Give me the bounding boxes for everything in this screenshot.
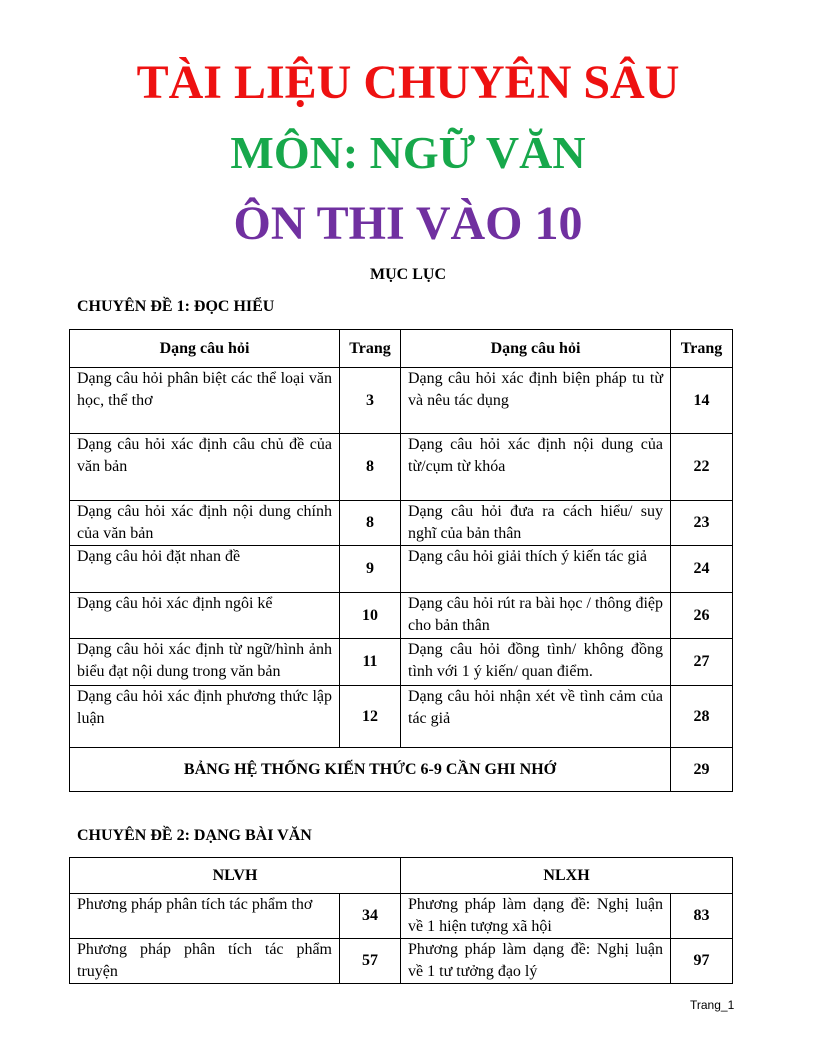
page-number-cell: 24 xyxy=(671,546,733,593)
table-row xyxy=(70,368,733,434)
page-footer: Trang_1 xyxy=(690,998,735,1012)
header-question-type: Dạng câu hỏi xyxy=(401,330,671,368)
question-type-cell: Dạng câu hỏi xác định nội dung chính của văn bản xyxy=(70,501,340,546)
summary-row xyxy=(70,748,733,792)
table-row xyxy=(70,546,733,593)
page-number-cell: 8 xyxy=(340,434,401,501)
table-row xyxy=(70,639,733,686)
page-number-cell: 28 xyxy=(671,686,733,748)
document-title-line2: MÔN: NGỮ VĂN xyxy=(230,127,586,178)
question-type-cell: Dạng câu hỏi đồng tình/ không đồng tình với 1 ý kiến/ quan điểm. xyxy=(401,639,671,686)
page-number-cell: 27 xyxy=(671,639,733,686)
page-number-cell: 9 xyxy=(340,546,401,593)
page-number-cell: 3 xyxy=(340,368,401,434)
reading-comprehension-table xyxy=(69,329,733,792)
method-cell: Phương pháp phân tích tác phẩm thơ xyxy=(70,894,340,939)
table-row xyxy=(70,434,733,501)
page-number-cell: 26 xyxy=(671,593,733,639)
page-number-cell: 29 xyxy=(671,748,733,792)
table-row xyxy=(70,939,733,984)
header-question-type: Dạng câu hỏi xyxy=(70,330,340,368)
header-page: Trang xyxy=(671,330,733,368)
page-number-cell: 11 xyxy=(340,639,401,686)
page-number-cell: 10 xyxy=(340,593,401,639)
question-type-cell: Dạng câu hỏi xác định phương thức lập luận xyxy=(70,686,340,748)
document-title-line3: ÔN THI VÀO 10 xyxy=(233,197,583,250)
header-nlvh: NLVH xyxy=(70,858,401,894)
page-number-cell: 14 xyxy=(671,368,733,434)
question-type-cell: Dạng câu hỏi xác định nội dung của từ/cụm từ khóa xyxy=(401,434,671,501)
section1-title: CHUYÊN ĐỀ 1: ĐỌC HIỂU xyxy=(77,298,275,315)
question-type-cell: Dạng câu hỏi đặt nhan đề xyxy=(70,546,340,593)
page-number-cell: 34 xyxy=(340,894,401,939)
table-row xyxy=(70,686,733,748)
table-row xyxy=(70,501,733,546)
method-cell: Phương pháp làm dạng đề: Nghị luận về 1 tư tưởng đạo lý xyxy=(401,939,671,984)
section2-title: CHUYÊN ĐỀ 2: DẠNG BÀI VĂN xyxy=(77,827,312,844)
method-cell: Phương pháp phân tích tác phẩm truyện xyxy=(70,939,340,984)
question-type-cell: Dạng câu hỏi xác định biện pháp tu từ và nêu tác dụng xyxy=(401,368,671,434)
table-header-row xyxy=(70,858,733,894)
question-type-cell: Dạng câu hỏi xác định câu chủ đề của văn bản xyxy=(70,434,340,501)
page-number-cell: 12 xyxy=(340,686,401,748)
question-type-cell: Dạng câu hỏi phân biệt các thể loại văn học, thể thơ xyxy=(70,368,340,434)
page-number-cell: 57 xyxy=(340,939,401,984)
question-type-cell: Dạng câu hỏi đưa ra cách hiểu/ suy nghĩ của bản thân xyxy=(401,501,671,546)
header-nlxh: NLXH xyxy=(401,858,733,894)
page-number-cell: 8 xyxy=(340,501,401,546)
page-number-cell: 23 xyxy=(671,501,733,546)
document-title-line1: TÀI LIỆU CHUYÊN SÂU xyxy=(136,56,680,109)
question-type-cell: Dạng câu hỏi giải thích ý kiến tác giả xyxy=(401,546,671,593)
table-header-row xyxy=(70,330,733,368)
question-type-cell: Dạng câu hỏi nhận xét về tình cảm của tác giả xyxy=(401,686,671,748)
toc-title: MỤC LỤC xyxy=(370,266,446,283)
page-number-cell: 22 xyxy=(671,434,733,501)
page-number-cell: 83 xyxy=(671,894,733,939)
question-type-cell: Dạng câu hỏi rút ra bài học / thông điệp cho bản thân xyxy=(401,593,671,639)
table-row xyxy=(70,593,733,639)
summary-label: BẢNG HỆ THỐNG KIẾN THỨC 6-9 CẦN GHI NHỚ xyxy=(70,748,671,792)
page-number-cell: 97 xyxy=(671,939,733,984)
question-type-cell: Dạng câu hỏi xác định ngôi kể xyxy=(70,593,340,639)
header-page: Trang xyxy=(340,330,401,368)
method-cell: Phương pháp làm dạng đề: Nghị luận về 1 hiện tượng xã hội xyxy=(401,894,671,939)
question-type-cell: Dạng câu hỏi xác định từ ngữ/hình ảnh biểu đạt nội dung trong văn bản xyxy=(70,639,340,686)
essay-types-table xyxy=(69,857,733,984)
table-row xyxy=(70,894,733,939)
